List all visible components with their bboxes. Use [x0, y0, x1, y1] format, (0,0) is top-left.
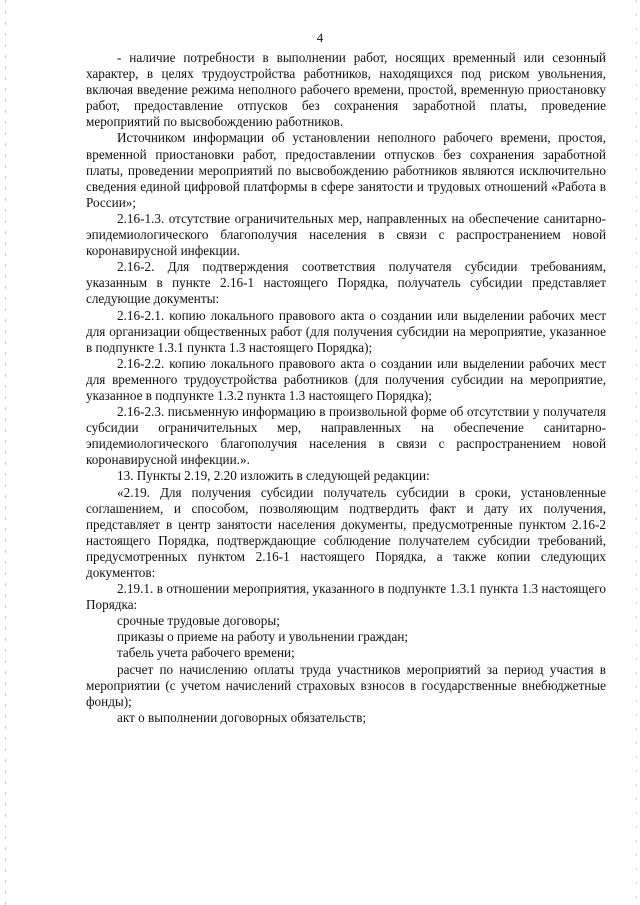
paragraph: 2.16-2.2. копию локального правового акта о создании или выделении рабочих мест для временного трудоустройства работников (для получения субсидии на мероприятие, указанное в подпункте 1.3.2 пункта 1.3 настоящего Порядка); [86, 355, 606, 403]
paragraph: акт о выполнении договорных обязательств; [117, 709, 367, 725]
paragraph: 2.16-2.3. письменную информацию в произвольной форме об отсутствии у получателя субсидии ограничительных мер, направленных на обеспечение санитарно-эпидемиологического благополучия населения в связи с распространением новой коронавирусной инфекции.». [86, 404, 606, 468]
paragraph: - наличие потребности в выполнении работ, носящих временный или сезонный характер, в целях трудоустройства работников, находящихся под риском увольнения, включая введение режима неполного рабочего времени, простой, временную приостановку работ, предоставление отпусков без сохранения заработной платы, проведение мероприятий по высвобождению работников. [86, 50, 606, 130]
list-item: табель учета рабочего времени; [117, 645, 295, 661]
paragraph: расчет по начислению оплаты труда участников мероприятий за период участия в мероприятии (с учетом начислений страховых взносов в государственные внебюджетные фонды); [86, 661, 606, 709]
paragraph: «2.19. Для получения субсидии получатель субсидии в сроки, установленные соглашением, и способом, позволяющим подтвердить факт и дату их получения, представляет в центр занятости населения документы, предусмотренные пунктом 2.16-2 настоящего Порядка, подтверждающие соблюдение получателем субсидии требований, предусмотренных пунктом 2.16-1 настоящего Порядка, а также копии следующих документов: [86, 484, 606, 580]
list-item: срочные трудовые договоры; [117, 613, 280, 629]
scan-edge-left [5, 0, 6, 905]
paragraph: 13. Пункты 2.19, 2.20 изложить в следующей редакции: [117, 468, 430, 484]
scan-edge-right [636, 0, 637, 905]
document-body [86, 50, 606, 726]
paragraph: Источником информации об установлении неполного рабочего времени, простоя, временной приостановки работ, предоставлении отпусков без сохранения заработной платы, проведении мероприятий по высвобождению работников являются исключительно сведения единой цифровой платформы в сфере занятости и трудовых отношений «Работа в России»; [86, 130, 606, 210]
paragraph: 2.16-2.1. копию локального правового акта о создании или выделении рабочих мест для организации общественных работ (для получения субсидии на мероприятие, указанное в подпункте 1.3.1 пункта 1.3 настоящего Порядка); [86, 307, 606, 355]
page-number: 4 [316, 30, 324, 45]
list-item: приказы о приеме на работу и увольнении граждан; [117, 629, 409, 645]
paragraph: 2.19.1. в отношении мероприятия, указанного в подпункте 1.3.1 пункта 1.3 настоящего Порядка: [86, 581, 606, 613]
paragraph: 2.16-2. Для подтверждения соответствия получателя субсидии требованиям, указанным в пункте 2.16-1 настоящего Порядка, получатель субсидии представляет следующие документы: [86, 259, 606, 307]
paragraph: 2.16-1.3. отсутствие ограничительных мер, направленных на обеспечение санитарно-эпидемиологического благополучия населения в связи с распространением новой коронавирусной инфекции. [86, 210, 606, 259]
